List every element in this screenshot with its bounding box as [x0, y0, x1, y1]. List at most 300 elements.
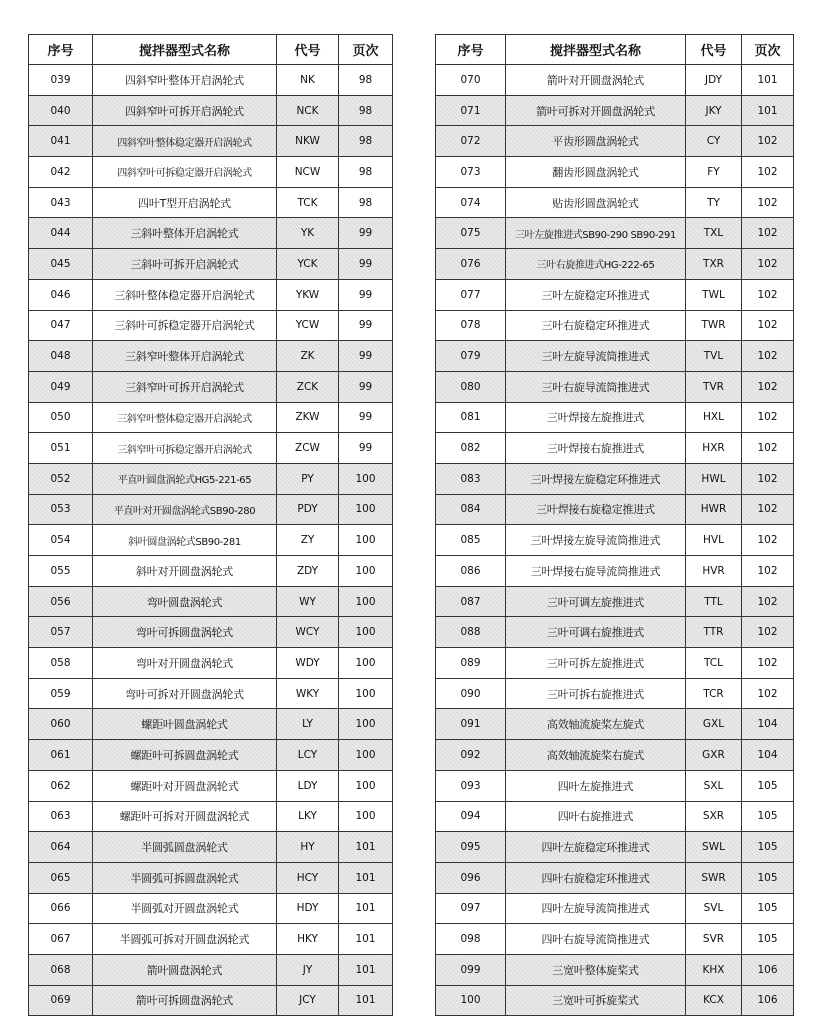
table-row	[436, 249, 794, 280]
cell-page: 99	[339, 371, 393, 402]
cell-code: PY	[277, 463, 339, 494]
header-seq: 序号	[29, 35, 93, 65]
cell-name: 四叶右旋推进式	[506, 801, 686, 832]
cell-page: 102	[742, 279, 794, 310]
cell-page: 100	[339, 709, 393, 740]
cell-code: ZY	[277, 525, 339, 556]
table-row	[436, 157, 794, 188]
cell-name: 三斜窄叶整体稳定器开启涡轮式	[93, 402, 277, 433]
cell-code: YCW	[277, 310, 339, 341]
cell-page: 99	[339, 310, 393, 341]
cell-name: 三斜窄叶整体开启涡轮式	[93, 341, 277, 372]
cell-name: 三斜窄叶可拆开启涡轮式	[93, 371, 277, 402]
table-row	[436, 341, 794, 372]
cell-code: HCY	[277, 862, 339, 893]
cell-name: 四叶右旋稳定环推进式	[506, 862, 686, 893]
cell-page: 100	[339, 586, 393, 617]
table-row	[436, 893, 794, 924]
cell-name: 三叶左旋稳定环推进式	[506, 279, 686, 310]
cell-code: SXR	[686, 801, 742, 832]
cell-name: 三斜叶整体稳定器开启涡轮式	[93, 279, 277, 310]
table-row	[436, 402, 794, 433]
cell-seq: 076	[436, 249, 506, 280]
cell-page: 101	[339, 862, 393, 893]
cell-page: 102	[742, 157, 794, 188]
cell-seq: 048	[29, 341, 93, 372]
cell-code: TWL	[686, 279, 742, 310]
table-row	[436, 279, 794, 310]
cell-code: NK	[277, 65, 339, 96]
cell-name: 半圆弧可拆圆盘涡轮式	[93, 862, 277, 893]
cell-code: HXL	[686, 402, 742, 433]
table-row	[29, 249, 393, 280]
table-row	[436, 525, 794, 556]
cell-page: 102	[742, 617, 794, 648]
table-row	[436, 617, 794, 648]
cell-page: 99	[339, 218, 393, 249]
cell-name: 三叶可拆左旋推进式	[506, 648, 686, 679]
cell-seq: 063	[29, 801, 93, 832]
table-row	[29, 801, 393, 832]
cell-seq: 086	[436, 556, 506, 587]
cell-name: 三叶右旋稳定环推进式	[506, 310, 686, 341]
cell-seq: 091	[436, 709, 506, 740]
table-row	[29, 740, 393, 771]
cell-name: 弯叶可拆圆盘涡轮式	[93, 617, 277, 648]
cell-code: SXL	[686, 770, 742, 801]
cell-seq: 078	[436, 310, 506, 341]
cell-code: KHX	[686, 954, 742, 985]
cell-name: 高效轴流旋桨右旋式	[506, 740, 686, 771]
cell-seq: 065	[29, 862, 93, 893]
cell-seq: 069	[29, 985, 93, 1016]
cell-code: YKW	[277, 279, 339, 310]
cell-page: 102	[742, 371, 794, 402]
cell-name: 箭叶可拆对开圆盘涡轮式	[506, 95, 686, 126]
cell-seq: 058	[29, 648, 93, 679]
table-row	[29, 371, 393, 402]
cell-seq: 085	[436, 525, 506, 556]
cell-page: 98	[339, 126, 393, 157]
cell-code: YCK	[277, 249, 339, 280]
cell-code: TXL	[686, 218, 742, 249]
cell-page: 105	[742, 770, 794, 801]
cell-name: 四叶右旋导流筒推进式	[506, 924, 686, 955]
cell-seq: 094	[436, 801, 506, 832]
cell-seq: 041	[29, 126, 93, 157]
table-row	[436, 126, 794, 157]
cell-page: 98	[339, 187, 393, 218]
header-page: 页次	[742, 35, 794, 65]
cell-name: 箭叶圆盘涡轮式	[93, 954, 277, 985]
cell-code: JY	[277, 954, 339, 985]
cell-name: 弯叶对开圆盘涡轮式	[93, 648, 277, 679]
left-table-body	[29, 65, 393, 1016]
table-row	[436, 433, 794, 464]
cell-name: 四叶T型开启涡轮式	[93, 187, 277, 218]
cell-name: 三叶左旋导流筒推进式	[506, 341, 686, 372]
table-row	[29, 586, 393, 617]
cell-name: 半圆弧圆盘涡轮式	[93, 832, 277, 863]
cell-code: HY	[277, 832, 339, 863]
cell-seq: 056	[29, 586, 93, 617]
cell-name: 四叶左旋推进式	[506, 770, 686, 801]
cell-page: 102	[742, 433, 794, 464]
table-row	[29, 279, 393, 310]
cell-seq: 071	[436, 95, 506, 126]
cell-page: 104	[742, 709, 794, 740]
table-row	[436, 65, 794, 96]
cell-page: 102	[742, 525, 794, 556]
cell-page: 101	[742, 95, 794, 126]
cell-name: 四斜窄叶整体开启涡轮式	[93, 65, 277, 96]
cell-page: 105	[742, 893, 794, 924]
cell-seq: 074	[436, 187, 506, 218]
right-table	[435, 34, 794, 1016]
cell-code: HVL	[686, 525, 742, 556]
table-row	[436, 494, 794, 525]
cell-seq: 100	[436, 985, 506, 1016]
cell-name: 三斜叶可拆稳定器开启涡轮式	[93, 310, 277, 341]
table-row	[436, 586, 794, 617]
cell-page: 101	[339, 832, 393, 863]
table-row	[436, 310, 794, 341]
cell-page: 101	[339, 954, 393, 985]
cell-code: LDY	[277, 770, 339, 801]
cell-code: CY	[686, 126, 742, 157]
cell-code: ZDY	[277, 556, 339, 587]
table-row	[29, 341, 393, 372]
cell-name: 螺距叶对开圆盘涡轮式	[93, 770, 277, 801]
table-row	[29, 402, 393, 433]
cell-code: NKW	[277, 126, 339, 157]
cell-code: LCY	[277, 740, 339, 771]
cell-code: GXL	[686, 709, 742, 740]
cell-page: 102	[742, 556, 794, 587]
cell-seq: 097	[436, 893, 506, 924]
table-row	[436, 985, 794, 1016]
cell-page: 101	[742, 65, 794, 96]
table-row	[29, 954, 393, 985]
cell-code: ZK	[277, 341, 339, 372]
cell-name: 三叶右旋推进式HG-222-65	[506, 249, 686, 280]
table-row	[29, 310, 393, 341]
cell-page: 100	[339, 617, 393, 648]
cell-page: 102	[742, 678, 794, 709]
table-row	[436, 801, 794, 832]
cell-page: 105	[742, 801, 794, 832]
cell-name: 高效轴流旋桨左旋式	[506, 709, 686, 740]
cell-seq: 051	[29, 433, 93, 464]
table-row	[436, 709, 794, 740]
cell-code: TCL	[686, 648, 742, 679]
cell-seq: 060	[29, 709, 93, 740]
table-row	[436, 371, 794, 402]
cell-page: 102	[742, 463, 794, 494]
cell-seq: 090	[436, 678, 506, 709]
cell-code: ZKW	[277, 402, 339, 433]
cell-name: 半圆弧可拆对开圆盘涡轮式	[93, 924, 277, 955]
cell-seq: 088	[436, 617, 506, 648]
cell-seq: 043	[29, 187, 93, 218]
cell-seq: 066	[29, 893, 93, 924]
cell-name: 斜叶对开圆盘涡轮式	[93, 556, 277, 587]
table-row	[29, 218, 393, 249]
cell-name: 三叶右旋导流筒推进式	[506, 371, 686, 402]
cell-seq: 068	[29, 954, 93, 985]
cell-seq: 092	[436, 740, 506, 771]
table-row	[436, 463, 794, 494]
cell-seq: 053	[29, 494, 93, 525]
cell-page: 99	[339, 279, 393, 310]
cell-page: 101	[339, 924, 393, 955]
cell-code: TVR	[686, 371, 742, 402]
cell-code: TWR	[686, 310, 742, 341]
cell-code: SVR	[686, 924, 742, 955]
cell-page: 102	[742, 126, 794, 157]
cell-name: 四斜窄叶整体稳定器开启涡轮式	[93, 126, 277, 157]
table-row	[436, 862, 794, 893]
cell-page: 100	[339, 770, 393, 801]
cell-page: 105	[742, 832, 794, 863]
cell-name: 箭叶可拆圆盘涡轮式	[93, 985, 277, 1016]
header-seq: 序号	[436, 35, 506, 65]
table-row	[436, 218, 794, 249]
cell-page: 102	[742, 494, 794, 525]
header-code: 代号	[686, 35, 742, 65]
cell-code: WCY	[277, 617, 339, 648]
cell-name: 三叶焊接左旋稳定环推进式	[506, 463, 686, 494]
header-name: 搅拌器型式名称	[93, 35, 277, 65]
table-row	[29, 556, 393, 587]
cell-name: 平直叶对开圆盘涡轮式SB90-280	[93, 494, 277, 525]
cell-seq: 081	[436, 402, 506, 433]
cell-page: 99	[339, 433, 393, 464]
cell-name: 螺距叶可拆对开圆盘涡轮式	[93, 801, 277, 832]
table-row	[29, 433, 393, 464]
cell-code: TY	[686, 187, 742, 218]
cell-name: 三叶焊接左旋推进式	[506, 402, 686, 433]
cell-seq: 054	[29, 525, 93, 556]
cell-seq: 059	[29, 678, 93, 709]
header-name: 搅拌器型式名称	[506, 35, 686, 65]
cell-seq: 061	[29, 740, 93, 771]
cell-name: 四叶左旋导流筒推进式	[506, 893, 686, 924]
cell-seq: 099	[436, 954, 506, 985]
table-row	[29, 65, 393, 96]
cell-seq: 072	[436, 126, 506, 157]
cell-page: 102	[742, 187, 794, 218]
cell-page: 100	[339, 678, 393, 709]
cell-code: PDY	[277, 494, 339, 525]
cell-seq: 087	[436, 586, 506, 617]
cell-seq: 082	[436, 433, 506, 464]
cell-page: 100	[339, 494, 393, 525]
table-row	[29, 95, 393, 126]
cell-name: 贴齿形圆盘涡轮式	[506, 187, 686, 218]
cell-page: 98	[339, 157, 393, 188]
table-row	[29, 893, 393, 924]
cell-seq: 075	[436, 218, 506, 249]
cell-code: HWL	[686, 463, 742, 494]
table-row	[436, 556, 794, 587]
cell-seq: 055	[29, 556, 93, 587]
table-header-row	[29, 35, 393, 65]
cell-code: FY	[686, 157, 742, 188]
header-page: 页次	[339, 35, 393, 65]
cell-seq: 062	[29, 770, 93, 801]
table-row	[29, 924, 393, 955]
cell-seq: 050	[29, 402, 93, 433]
cell-name: 四斜窄叶可拆开启涡轮式	[93, 95, 277, 126]
cell-name: 斜叶圆盘涡轮式SB90-281	[93, 525, 277, 556]
cell-code: ZCW	[277, 433, 339, 464]
cell-name: 三斜叶整体开启涡轮式	[93, 218, 277, 249]
cell-seq: 073	[436, 157, 506, 188]
cell-code: SVL	[686, 893, 742, 924]
table-row	[29, 126, 393, 157]
cell-seq: 080	[436, 371, 506, 402]
table-row	[436, 740, 794, 771]
cell-seq: 044	[29, 218, 93, 249]
table-row	[29, 187, 393, 218]
cell-name: 三叶焊接右旋推进式	[506, 433, 686, 464]
cell-name: 三叶可拆右旋推进式	[506, 678, 686, 709]
cell-code: NCK	[277, 95, 339, 126]
cell-seq: 070	[436, 65, 506, 96]
cell-code: JCY	[277, 985, 339, 1016]
cell-name: 三宽叶可拆旋桨式	[506, 985, 686, 1016]
cell-name: 四斜窄叶可拆稳定器开启涡轮式	[93, 157, 277, 188]
cell-page: 104	[742, 740, 794, 771]
cell-code: TCR	[686, 678, 742, 709]
table-row	[29, 157, 393, 188]
cell-name: 箭叶对开圆盘涡轮式	[506, 65, 686, 96]
cell-name: 三宽叶整体旋桨式	[506, 954, 686, 985]
cell-seq: 084	[436, 494, 506, 525]
cell-code: TXR	[686, 249, 742, 280]
cell-seq: 079	[436, 341, 506, 372]
cell-name: 三叶可调右旋推进式	[506, 617, 686, 648]
cell-seq: 098	[436, 924, 506, 955]
cell-code: SWL	[686, 832, 742, 863]
cell-seq: 095	[436, 832, 506, 863]
cell-code: SWR	[686, 862, 742, 893]
table-row	[29, 494, 393, 525]
cell-page: 100	[339, 463, 393, 494]
table-row	[436, 187, 794, 218]
table-row	[29, 770, 393, 801]
cell-seq: 096	[436, 862, 506, 893]
cell-seq: 042	[29, 157, 93, 188]
cell-page: 102	[742, 586, 794, 617]
cell-seq: 052	[29, 463, 93, 494]
cell-name: 半圆弧对开圆盘涡轮式	[93, 893, 277, 924]
cell-page: 100	[339, 740, 393, 771]
table-row	[436, 954, 794, 985]
cell-name: 三叶焊接左旋导流筒推进式	[506, 525, 686, 556]
table-row	[29, 617, 393, 648]
cell-code: HVR	[686, 556, 742, 587]
cell-page: 106	[742, 954, 794, 985]
table-row	[436, 924, 794, 955]
cell-page: 105	[742, 924, 794, 955]
cell-name: 螺距叶可拆圆盘涡轮式	[93, 740, 277, 771]
table-row	[436, 95, 794, 126]
cell-page: 101	[339, 985, 393, 1016]
table-row	[29, 678, 393, 709]
cell-code: LKY	[277, 801, 339, 832]
cell-code: ZCK	[277, 371, 339, 402]
cell-name: 三叶焊接右旋稳定推进式	[506, 494, 686, 525]
cell-code: WKY	[277, 678, 339, 709]
cell-page: 102	[742, 648, 794, 679]
cell-page: 102	[742, 310, 794, 341]
cell-code: TTL	[686, 586, 742, 617]
cell-page: 100	[339, 801, 393, 832]
cell-page: 98	[339, 65, 393, 96]
cell-page: 101	[339, 893, 393, 924]
cell-name: 翻齿形圆盘涡轮式	[506, 157, 686, 188]
cell-code: TTR	[686, 617, 742, 648]
table-header-row	[436, 35, 794, 65]
cell-code: WDY	[277, 648, 339, 679]
cell-page: 102	[742, 402, 794, 433]
cell-seq: 083	[436, 463, 506, 494]
cell-page: 99	[339, 341, 393, 372]
table-row	[436, 832, 794, 863]
cell-code: HDY	[277, 893, 339, 924]
cell-page: 102	[742, 218, 794, 249]
cell-code: TVL	[686, 341, 742, 372]
table-row	[436, 678, 794, 709]
cell-code: TCK	[277, 187, 339, 218]
table-row	[29, 862, 393, 893]
cell-seq: 089	[436, 648, 506, 679]
cell-name: 平齿形圆盘涡轮式	[506, 126, 686, 157]
cell-code: HXR	[686, 433, 742, 464]
cell-seq: 039	[29, 65, 93, 96]
cell-name: 四叶左旋稳定环推进式	[506, 832, 686, 863]
table-row	[436, 648, 794, 679]
table-row	[436, 770, 794, 801]
cell-name: 三叶左旋推进式SB90-290 SB90-291	[506, 218, 686, 249]
table-row	[29, 463, 393, 494]
cell-seq: 093	[436, 770, 506, 801]
cell-page: 100	[339, 648, 393, 679]
table-row	[29, 709, 393, 740]
cell-seq: 077	[436, 279, 506, 310]
cell-page: 105	[742, 862, 794, 893]
cell-name: 平直叶圆盘涡轮式HG5-221-65	[93, 463, 277, 494]
cell-code: YK	[277, 218, 339, 249]
cell-code: LY	[277, 709, 339, 740]
cell-name: 三斜窄叶可拆稳定器开启涡轮式	[93, 433, 277, 464]
cell-page: 98	[339, 95, 393, 126]
cell-seq: 045	[29, 249, 93, 280]
cell-page: 106	[742, 985, 794, 1016]
cell-page: 102	[742, 249, 794, 280]
right-table-body	[436, 65, 794, 1016]
cell-code: NCW	[277, 157, 339, 188]
cell-name: 三斜叶可拆开启涡轮式	[93, 249, 277, 280]
table-row	[29, 985, 393, 1016]
table-row	[29, 832, 393, 863]
cell-page: 102	[742, 341, 794, 372]
cell-page: 99	[339, 402, 393, 433]
cell-code: HWR	[686, 494, 742, 525]
table-row	[29, 525, 393, 556]
